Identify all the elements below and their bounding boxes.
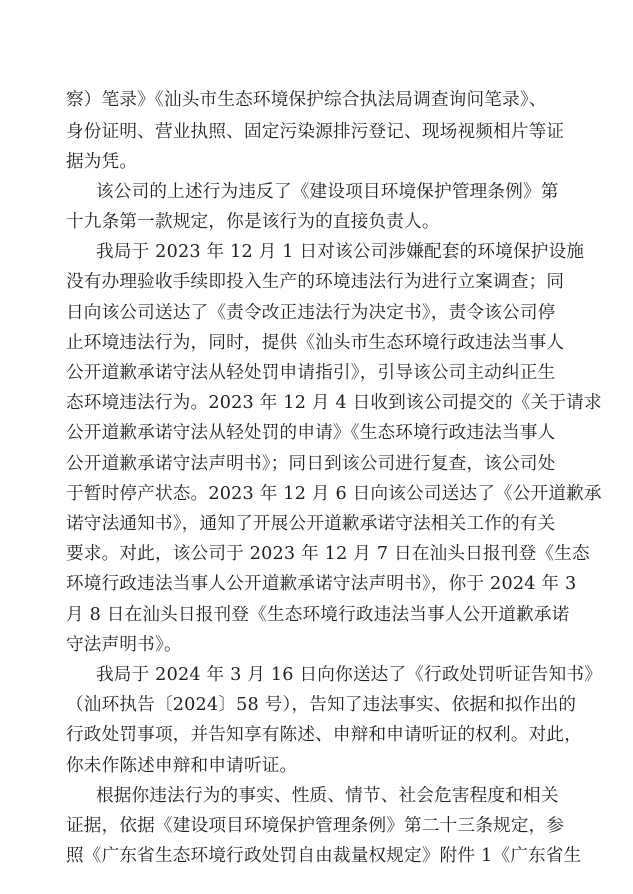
- text-line: （汕环执告〔2024〕58 号），告知了违法事实、依据和拟作出的: [66, 695, 577, 715]
- text-line: 照《广东省生态环境行政处罚自由裁量权规定》附件 1《广东省生: [66, 846, 582, 866]
- text-line: 据为凭。: [66, 152, 138, 172]
- text-line: 察）笔录》《汕头市生态环境保护综合执法局调查询问笔录》、: [66, 90, 547, 110]
- text-line: 公开道歉承诺守法从轻处罚申请指引》，引导该公司主动纠正生: [66, 363, 556, 383]
- text-line: 证据，依据《建设项目环境保护管理条例》第二十三条规定，参: [66, 816, 565, 836]
- text-line: 你未作陈述申辩和申请听证。: [66, 756, 298, 776]
- text-line: 态环境违法行为。2023 年 12 月 4 日收到该公司提交的《关于请求: [66, 393, 602, 413]
- paragraph-start-line: 我局于 2023 年 12 月 1 日对该公司涉嫌配套的环境保护设施: [96, 242, 585, 262]
- text-line: 诺守法通知书》，通知了开展公开道歉承诺守法相关工作的有关: [66, 514, 556, 534]
- text-line: 于暂时停产状态。2023 年 12 月 6 日向该公司送达了《公开道歉承: [66, 484, 602, 504]
- text-line: 公开道歉承诺守法声明书》；同日到该公司进行复查，该公司处: [66, 454, 556, 474]
- text-line: 守法声明书》。: [66, 635, 182, 655]
- text-line: 要求。对此，该公司于 2023 年 12 月 7 日在汕头日报刊登《生态: [66, 544, 590, 564]
- paragraph-start-line: 根据你违法行为的事实、性质、情节、社会危害程度和相关: [96, 786, 559, 806]
- text-line: 止环境违法行为，同时，提供《汕头市生态环境行政违法当事人: [66, 333, 565, 353]
- text-line: 公开道歉承诺守法从轻处罚的申请》《生态环境行政违法当事人: [66, 423, 556, 443]
- text-line: 没有办理验收手续即投入生产的环境违法行为进行立案调查；同: [66, 272, 565, 292]
- text-line: 环境行政违法当事人公开道歉承诺守法声明书》，你于 2024 年 3: [66, 574, 577, 594]
- text-line: 身份证明、营业执照、固定污染源排污登记、现场视频相片等证: [66, 122, 565, 142]
- text-line: 行政处罚事项，并告知享有陈述、申辩和申请听证的权利。对此，: [66, 725, 583, 745]
- text-line: 月 8 日在汕头日报刊登《生态环境行政违法当事人公开道歉承诺: [66, 605, 570, 625]
- paragraph-start-line: 该公司的上述行为违反了《建设项目环境保护管理条例》第: [96, 182, 559, 202]
- text-line: 日向该公司送达了《责令改正违法行为决定书》，责令该公司停: [66, 303, 556, 323]
- paragraph-start-line: 我局于 2024 年 3 月 16 日向你送达了《行政处罚听证告知书》: [96, 665, 602, 685]
- text-line: 十九条第一款规定，你是该行为的直接负责人。: [66, 212, 440, 232]
